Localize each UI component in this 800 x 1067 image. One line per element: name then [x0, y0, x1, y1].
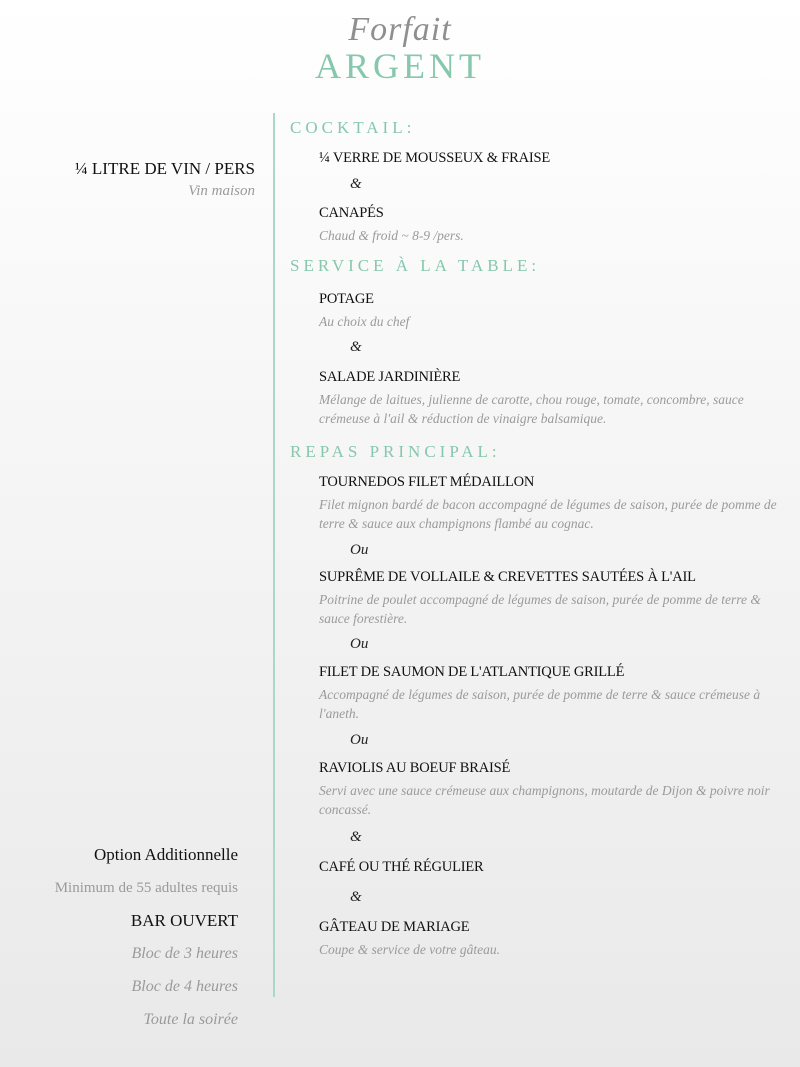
wine-subtitle: Vin maison [188, 183, 255, 199]
item-name: POTAGE [319, 291, 374, 307]
item-description: Mélange de laitues, julienne de carotte, chou rouge, tomate, concombre, sauce crémeuse à l'ail & réduction de vinaigre balsamique. [319, 392, 744, 426]
menu-item [319, 857, 785, 877]
menu-item [319, 472, 785, 533]
bar-block-evening: Toute la soirée [143, 1011, 238, 1028]
vertical-divider [273, 113, 275, 997]
menu-item [319, 758, 785, 819]
section-service-title: SERVICE À LA TABLE: [290, 256, 541, 275]
menu-column [290, 116, 785, 959]
item-name: TOURNEDOS FILET MÉDAILLON [319, 474, 535, 490]
item-description: Chaud & froid ~ 8-9 /pers. [319, 228, 464, 243]
option-minimum: Minimum de 55 adultes requis [54, 880, 238, 896]
bar-block-3h: Bloc de 3 heures [131, 945, 238, 962]
item-name: CANAPÉS [319, 205, 384, 221]
separator-or: Ou [350, 542, 369, 558]
menu-item [319, 567, 785, 628]
wine-title: ¼ LITRE DE VIN / PERS [74, 159, 255, 178]
menu-item [319, 289, 785, 331]
menu-item [319, 917, 785, 959]
wine-block [75, 158, 255, 202]
item-description: Filet mignon bardé de bacon accompagné de légumes de saison, purée de pomme de terre & sauce aux champignons flambé au cognac. [319, 497, 777, 531]
page-title: ARGENT [315, 46, 485, 86]
bar-block-4h: Bloc de 4 heures [131, 978, 238, 995]
separator-amp: & [350, 339, 362, 355]
item-name: SUPRÊME DE VOLLAILE & CREVETTES SAUTÉES À L'AIL [319, 569, 696, 585]
option-block [55, 842, 238, 1040]
menu-item [319, 367, 785, 428]
menu-item [319, 203, 785, 245]
item-description: Servi avec une sauce crémeuse aux champignons, moutarde de Dijon & poivre noir concassé. [319, 783, 770, 817]
item-name: SALADE JARDINIÈRE [319, 369, 461, 385]
page-header [0, 10, 800, 86]
menu-item [319, 148, 785, 168]
separator-amp: & [350, 889, 362, 905]
item-name: RAVIOLIS AU BOEUF BRAISÉ [319, 760, 511, 776]
separator-amp: & [350, 176, 362, 192]
item-name: ¼ VERRE DE MOUSSEUX & FRAISE [319, 150, 550, 166]
separator-or: Ou [350, 732, 369, 748]
section-cocktail-title: COCKTAIL: [290, 118, 416, 137]
item-name: FILET DE SAUMON DE L'ATLANTIQUE GRILLÉ [319, 664, 625, 680]
item-name: CAFÉ OU THÉ RÉGULIER [319, 859, 484, 875]
section-main-title: REPAS PRINCIPAL: [290, 442, 501, 461]
header-script: Forfait [348, 11, 452, 48]
item-description: Accompagné de légumes de saison, purée de pomme de terre & sauce crémeuse à l'aneth. [319, 687, 761, 721]
option-title: Option Additionnelle [93, 845, 238, 864]
menu-item [319, 662, 785, 723]
separator-amp: & [350, 829, 362, 845]
item-description: Coupe & service de votre gâteau. [319, 942, 500, 957]
bar-title: BAR OUVERT [130, 911, 238, 930]
item-description: Au choix du chef [319, 314, 410, 329]
item-name: GÂTEAU DE MARIAGE [319, 919, 470, 935]
item-description: Poitrine de poulet accompagné de légumes de saison, purée de pomme de terre & sauce forestière. [319, 592, 761, 626]
separator-or: Ou [350, 636, 369, 652]
